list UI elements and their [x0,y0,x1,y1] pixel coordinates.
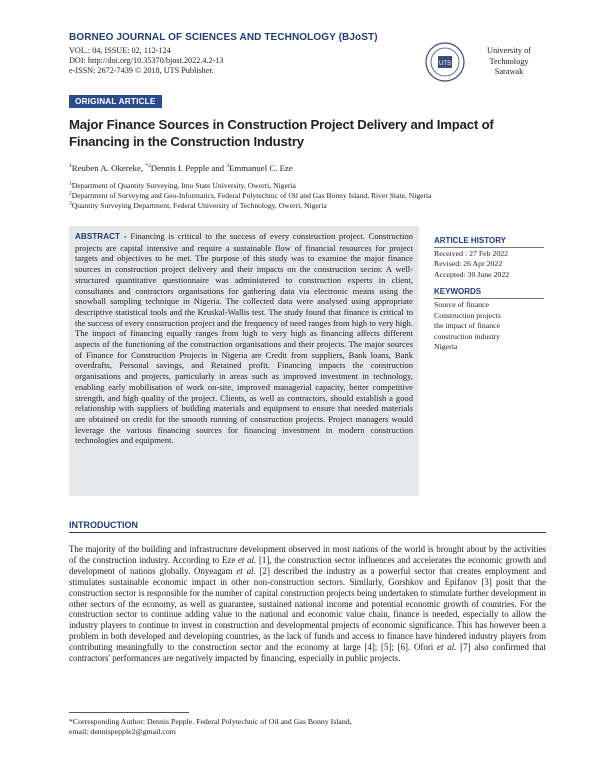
author-sup: *2 [145,163,151,170]
paper-title: Major Finance Sources in Construction Project Delivery and Impact of Financing in the Construction Industry [69,117,494,149]
university-name [474,46,544,78]
keyword: Source of finance [434,299,489,309]
article-sidebar [434,236,544,352]
history-accepted: Accepted: 30 June 2022 [434,269,510,279]
university-line: Sarawak [494,67,524,76]
author-name: Reuben A. Okereke, [71,163,146,173]
journal-title: BORNEO JOURNAL OF SCIENCES AND TECHNOLOGY (BJoST) [69,32,378,43]
history-received: Received : 27 Feb 2022 [434,248,509,258]
keyword: the impact of finance [434,321,501,331]
author-sup: 1 [69,163,72,170]
doi-link[interactable]: DOI: http://doi.org/10.35370/bjost.2022.4.2-13 [69,56,224,66]
volume-issue: VOL.: 04, ISSUE: 02, 112-124 [69,46,171,55]
abstract-label: ABSTRACT - [75,232,131,241]
issn: e-ISSN: 2672-7439 © 2018, UTS Publisher. [69,66,214,76]
author-name: Emmanuel C. Eze [229,163,293,173]
author-sup: 3 [226,163,230,170]
introduction-text: The majority of the building and infrastructure development observed in most nations of the world is brought about by the activities of the construction industry. According to Eze et al. [1], the construction sector influences and accelerates the economic growth and development of nations globally. Onyeagam et al. [2] described the industry as a powerful sector that creates employment and stimulates sustainable economic impact in other non-construction sectors. Similarly, Gorshkov and Epifanov [3] posit that the construction sector is responsible for the number of capital construction projects being undertaken to stimulate further development in other sectors of the economy, as well as guarantee, sustained national income and potential economic growth of countries. For the construction sector to continue adding value to the national and economic value chain, finance is needed, especially to allow the industry players to continue to invest in construction and developmental projects of economic significance. This has however been a problem in both developed and developing countries, as the lack of funds and access to finance have hindered industry players from contributing meaningfully to the construction sector and the economy at large [4]; [5]; [6]. Ofori et al. [7] also confirmed that contractors' performances are negatively impacted by financing, especially in public projects. [69,544,547,664]
corresponding-email[interactable]: email: dennispepple2@gmail.com [69,727,176,736]
affiliation: $^3$Quantity Surveying Department, Federal University of Technology, Owerri, Nigeria [69,200,327,210]
university-line: University of [486,46,531,55]
affiliation-list [69,181,432,210]
introduction-heading: INTRODUCTION [69,520,546,533]
abstract-box [69,226,419,496]
corresponding-author: *Corresponding Author: Dennis Pepple. Federal Polytechnic of Oil and Gas Bonny Island, [69,717,352,726]
author-name: Dennis I. Pepple and [150,163,227,173]
history-heading: ARTICLE HISTORY [434,236,544,248]
affiliation: $^1$Department of Quantity Surveying, Imo State University, Owerri, Nigeria [69,180,296,190]
article-type-badge: ORIGINAL ARTICLE [69,95,162,108]
author-list [69,163,293,173]
keyword: construction industry [434,331,501,341]
footnote [69,717,352,737]
seal-text: UTS [439,61,451,67]
university-line: Technology [489,56,529,66]
affiliation: $^2$Department of Surveying and Geo-Informatics, Federal Polytechnic of Oil and Gas Bonny Island, River State, Nigeria [69,190,432,200]
journal-meta [69,46,224,77]
keyword: Construction projects [434,310,501,320]
keywords-heading: KEYWORDS [434,287,544,299]
university-seal-icon [425,42,465,82]
abstract-text: Financing is critical to the success of every construction project. Construction projects are capital intensive and require a sustainable flow of financial resources for project targets and objectives to be met. The purpose of this study was to examine the major finance sources in construction project delivery and their impacts on the construction sector. A well-structured quantitative questionnaire was administered to construction experts in client, consultants and contractors organisations for gathering data via electronic means using the snowball sampling technique in Nigeria. The collected data were analysed using appropriate descriptive statistical tools and the Kruskal-Wallis test. The study found that finance is critical to the success of every construction project and the frequency of need ranges from high to very high. The impact of financing equally ranges from high to very high as financing affects different aspects of the functioning of the construction organisations and their projects. The major sources of Finance for Construction Projects in Nigeria are Credit from suppliers, Bank loans, Bank overdrafts, Personal savings, and Retained profit. Financing impacts the construction organisations and projects, particularly in areas such as improved investment in technology, enabling early mobilisation of work on-site, improved managerial capacity, better competitive strength, and high quality of the project. Clients, as well as contractors, should establish a good relationship with suppliers of building materials and equipment to ensure that needed materials are obtained on credit for the smooth running of construction projects. Project managers would leverage the various financing sources for financing investment in modern construction technologies and equipment. [75,231,414,446]
footnote-divider [69,712,189,713]
history-revised: Revised: 26 Apr 2022 [434,259,503,269]
keyword: Nigeria [434,342,458,352]
